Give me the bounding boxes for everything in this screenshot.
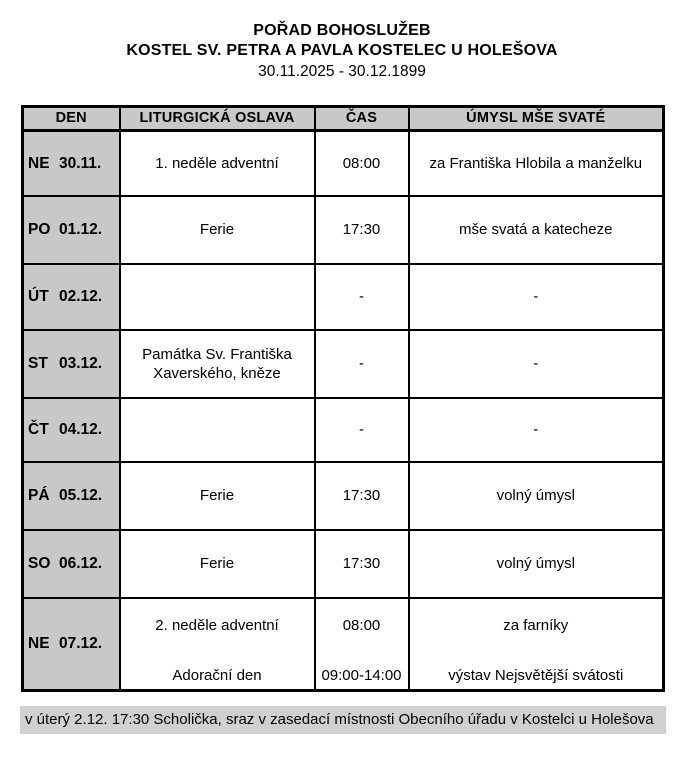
intention-cell: - — [409, 398, 664, 462]
doc-header — [0, 0, 684, 82]
column-header-celebration: LITURGICKÁ OSLAVA — [120, 107, 315, 131]
day-abbr: ÚT — [28, 288, 49, 305]
time-cell: 17:30 — [315, 462, 409, 530]
intention-cell: volný úmysl — [409, 530, 664, 598]
celebration-cell: Ferie — [120, 196, 315, 264]
celebration-cell: Ferie — [120, 462, 315, 530]
intention-cell: za Františka Hlobila a manželku — [409, 131, 664, 196]
day-abbr: NE — [28, 154, 50, 172]
table-subrow — [23, 653, 664, 691]
day-cell — [23, 598, 120, 691]
day-date: 04.12. — [59, 421, 103, 438]
intention-cell: mše svatá a katecheze — [409, 196, 664, 264]
table-row — [23, 598, 664, 653]
time-cell: 09:00-14:00 — [315, 653, 409, 691]
day-cell — [23, 330, 120, 398]
column-header-intention: ÚMYSL MŠE SVATÉ — [409, 107, 664, 131]
day-date: 07.12. — [59, 635, 103, 653]
table-row — [23, 131, 664, 196]
day-date: 06.12. — [59, 555, 103, 572]
celebration-cell: Ferie — [120, 530, 315, 598]
table-row — [23, 196, 664, 264]
table-row — [23, 330, 664, 398]
column-header-time: ČAS — [315, 107, 409, 131]
doc-subtitle: KOSTEL SV. PETRA A PAVLA KOSTELEC U HOLEŠOVA — [126, 42, 558, 59]
day-date: 01.12. — [59, 221, 103, 238]
day-cell — [23, 264, 120, 330]
day-cell — [23, 131, 120, 196]
day-abbr: ST — [28, 355, 48, 372]
time-cell: 08:00 — [315, 598, 409, 653]
celebration-cell: Památka Sv. Františka Xaverského, kněze — [120, 330, 315, 398]
time-cell: - — [315, 330, 409, 398]
day-date: 03.12. — [59, 355, 103, 372]
celebration-cell — [120, 264, 315, 330]
table-row — [23, 530, 664, 598]
intention-cell: - — [409, 330, 664, 398]
intention-cell: výstav Nejsvětější svátosti — [409, 653, 664, 691]
doc-date-range: 30.11.2025 - 30.12.1899 — [258, 63, 426, 80]
table-row — [23, 264, 664, 330]
day-cell — [23, 462, 120, 530]
intention-cell: - — [409, 264, 664, 330]
time-cell: 08:00 — [315, 131, 409, 196]
time-cell: 17:30 — [315, 530, 409, 598]
time-cell: 17:30 — [315, 196, 409, 264]
celebration-cell: 1. neděle adventní — [120, 131, 315, 196]
schedule-table — [21, 105, 665, 692]
day-cell — [23, 530, 120, 598]
table-row — [23, 462, 664, 530]
day-abbr: PÁ — [28, 487, 50, 504]
day-abbr: ČT — [28, 421, 49, 438]
table-row — [23, 398, 664, 462]
celebration-cell: Adorační den — [120, 653, 315, 691]
celebration-cell — [120, 398, 315, 462]
day-abbr: PO — [28, 221, 51, 238]
day-date: 30.11. — [59, 154, 102, 172]
time-cell: - — [315, 398, 409, 462]
intention-cell: za farníky — [409, 598, 664, 653]
day-abbr: NE — [28, 635, 50, 653]
footer-note: v úterý 2.12. 17:30 Scholička, sraz v zasedací místnosti Obecního úřadu v Kostelci u Holešova — [20, 706, 666, 734]
doc-title: POŘAD BOHOSLUŽEB — [253, 22, 431, 39]
day-cell — [23, 196, 120, 264]
table-header-row — [23, 107, 664, 131]
day-date: 02.12. — [59, 288, 103, 305]
column-header-day: DEN — [23, 107, 120, 131]
time-cell: - — [315, 264, 409, 330]
day-date: 05.12. — [59, 487, 103, 504]
day-cell — [23, 398, 120, 462]
celebration-cell: 2. neděle adventní — [120, 598, 315, 653]
intention-cell: volný úmysl — [409, 462, 664, 530]
day-abbr: SO — [28, 555, 51, 572]
